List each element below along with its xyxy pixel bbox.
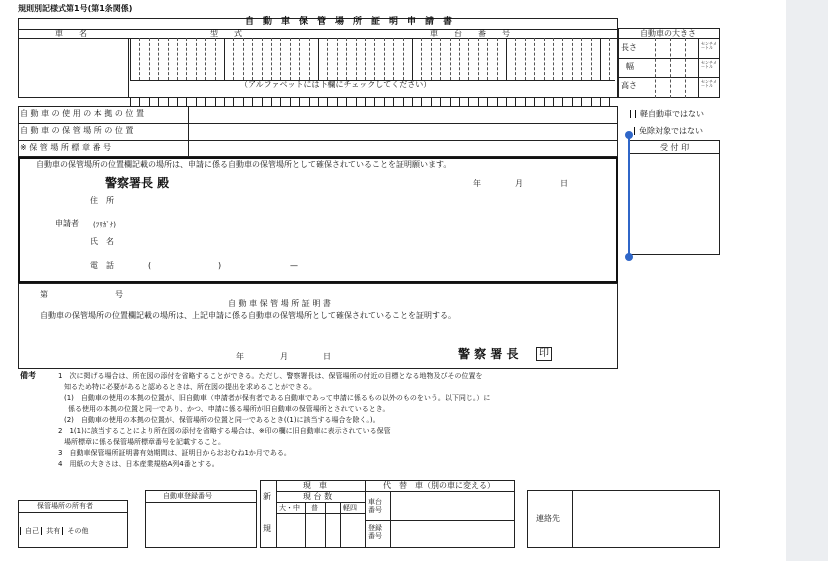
- col-car-name: 車 名: [55, 29, 87, 38]
- app-day: 日: [560, 179, 568, 188]
- size-kei: 軽四: [343, 504, 357, 512]
- unit-cm-3: センチメートル: [701, 79, 717, 88]
- base-location-field[interactable]: [190, 108, 616, 122]
- resize-handle-bottom[interactable]: [625, 253, 633, 261]
- owner-options[interactable]: 自己 共有 その他: [20, 527, 88, 535]
- phone-close: ): [218, 261, 222, 270]
- car-number-label: 車台番号: [368, 498, 382, 515]
- resize-handle-top[interactable]: [625, 131, 633, 139]
- owner-title: 保管場所の所有者: [37, 502, 93, 510]
- size-normal: 普: [311, 504, 318, 512]
- cert-month: 月: [280, 352, 288, 361]
- note-line: 場所標章に係る保管場所標章番号を記載すること。: [64, 438, 225, 446]
- col-vin: 車 台 番 号: [430, 29, 510, 38]
- cert-day: 日: [323, 352, 331, 361]
- note-line: 係る使用の本拠の位置と同一であり、かつ、申請に係る場所が旧自動車の保管場所とされているとき。: [68, 405, 390, 413]
- app-year: 年: [473, 179, 481, 188]
- declaration-text: 自動車の保管場所の位置欄記載の場所は、申請に係る自動車の保管場所として確保されていることを証明願います。: [36, 160, 452, 169]
- new-label: 新: [263, 492, 271, 501]
- size-height: 高さ: [621, 81, 637, 90]
- note-line: 3 自動車保管場所証明書有効期間は、証明日からおおむね1か月である。: [58, 449, 291, 457]
- reg-number-label: 自動車登録番号: [163, 492, 212, 500]
- alphabet-check-row[interactable]: [130, 98, 615, 106]
- reception-stamp-box: [628, 140, 720, 255]
- cert-no-suffix: 号: [115, 290, 123, 299]
- vin-char-grid[interactable]: [130, 38, 615, 98]
- cert-chief: 警 察 署 長: [458, 347, 519, 361]
- furigana-label: (ﾌﾘｶﾞﾅ): [93, 221, 116, 229]
- unit-cm-1: センチメートル: [701, 41, 717, 50]
- size-large: 大・中: [279, 504, 300, 512]
- sign-number-field[interactable]: [190, 142, 616, 156]
- reg-number-short-label: 登録番号: [368, 524, 382, 541]
- note-line: (1) 自動車の使用の本拠の位置が、旧自動車（申請者が保有者である自動車であって申請に係るもの以外のものをいう。以下同じ。）に: [64, 394, 491, 402]
- seal-mark: 印: [536, 347, 552, 361]
- cert-body: 自動車の保管場所の位置欄記載の場所は、上記申請に係る自動車の保管場所として確保されていることを証明する。: [40, 311, 456, 320]
- rule-label: 規: [263, 524, 271, 533]
- cert-title: 自 動 車 保 管 場 所 証 明 書: [228, 299, 331, 308]
- certificate-block: [18, 283, 618, 369]
- cert-no-label: 第: [40, 290, 48, 299]
- form-title: 自 動 車 保 管 場 所 証 明 申 請 書: [245, 17, 453, 27]
- name-label: 氏 名: [90, 237, 114, 246]
- app-month: 月: [515, 179, 523, 188]
- phone-open: (: [148, 261, 152, 270]
- alphabet-note: （アルファベットには下欄にチェックしてください）: [240, 80, 432, 89]
- checkbox-mark[interactable]: [630, 110, 632, 118]
- contact-label: 連絡先: [536, 514, 560, 523]
- notes-label: 備考: [20, 371, 36, 380]
- note-line: 2 1(1)に該当することにより所在図の添付を省略する場合は、※印の欄に旧自動車に表示されている保管: [58, 427, 391, 435]
- phone-dash: —: [290, 261, 298, 270]
- row-sign-label: ※ 保 管 場 所 標 章 番 号: [20, 143, 112, 152]
- current-car-label: 現 車: [303, 481, 327, 490]
- phone-label: 電 話: [90, 261, 114, 270]
- cert-year: 年: [236, 352, 244, 361]
- selection-edge: [628, 135, 630, 258]
- col-size: 自動車の大きさ: [640, 29, 696, 38]
- check-exempt[interactable]: 免除対象ではない: [634, 127, 703, 136]
- row-storage-label: 自 動 車 の 保 管 場 所 の 位 置: [20, 126, 134, 135]
- row-base-label: 自 動 車 の 使 用 の 本 拠 の 位 置: [20, 109, 144, 118]
- col-model: 型 式: [210, 29, 242, 38]
- note-line: 知るため特に必要があると認めるときは、所在図の提出を求めることができる。: [64, 383, 316, 391]
- note-line: (2) 自動車の使用の本拠の位置が、保管場所の位置と同一であるとき((1)に該当する場合を除く。)。: [64, 416, 380, 424]
- size-width: 幅: [626, 62, 634, 71]
- current-count-label: 現 台 数: [303, 492, 333, 501]
- replacement-label: 代 替 車（別の車に変える）: [383, 481, 495, 490]
- check-kei[interactable]: 軽自動車ではない: [630, 110, 704, 119]
- viewer-side-panel: [786, 0, 828, 561]
- storage-location-field[interactable]: [190, 125, 616, 139]
- unit-cm-2: センチメートル: [701, 60, 717, 69]
- reception-label: 受 付 印: [660, 143, 690, 152]
- address-label: 住 所: [90, 196, 114, 205]
- note-line: 1 次に掲げる場合は、所在図の添付を省略することができる。ただし、警察署長は、保管場所の付近の目標となる地物及びその位置を: [58, 372, 483, 380]
- police-chief: 警察署長 殿: [105, 176, 170, 190]
- size-length: 長さ: [621, 43, 637, 52]
- applicant-label: 申請者: [55, 219, 79, 228]
- form-header: 規則別記様式第1号(第1条関係): [18, 4, 133, 13]
- note-line: 4 用紙の大きさは、日本産業規格A列4番とする。: [58, 460, 219, 468]
